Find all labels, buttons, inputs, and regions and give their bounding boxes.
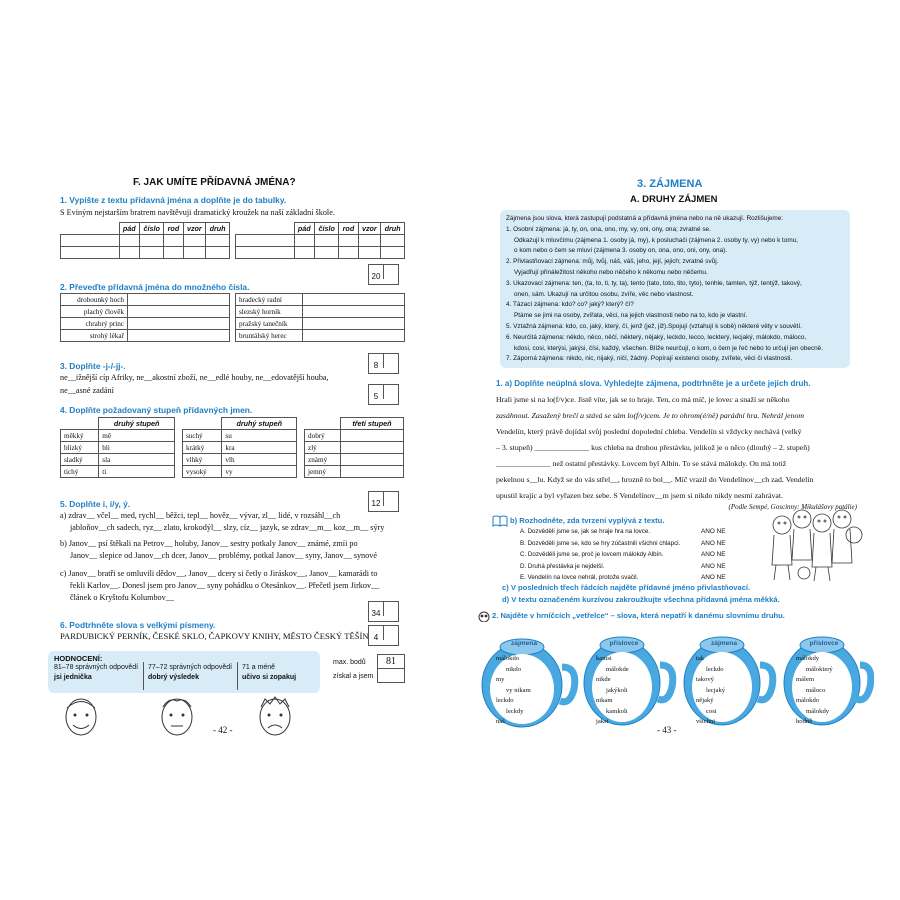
- pot-word[interactable]: náš: [496, 718, 505, 725]
- got-label: získal a jsem: [333, 673, 374, 680]
- q5-a1: a) zdrav__ včel__ med, rychl__ běžci, tepl__ hověz__ vývar, zl__ lidé, v rozsáhl__ch: [60, 511, 341, 520]
- q1-label: 1. Vypište z textu přídavná jména a doplňte je do tabulky.: [60, 195, 287, 205]
- text-line: pekelnou s__lu. Když se do vás střel__, hrozně to bol__. Míč vrazil do Vendelínov__ch zad. Vendelín: [496, 475, 814, 484]
- cell: bruntálský herec: [236, 330, 303, 342]
- q5-c2: řekli Karlov__. Donesl jsem pro Janov__ syny pohádku o Otesánkov__. Přečetl jsem Jirkov__: [70, 581, 380, 590]
- q2-table-right: [235, 293, 405, 342]
- book-icon: [492, 515, 508, 527]
- ano-ne[interactable]: ANO NE: [701, 551, 726, 558]
- box-line: 3. Ukazovací zájmena: ten, (ta, to, ti, ty, ta), tento (tato, toto, tito, tyto), tenhle, tamten, týž, tentýž, takový,: [506, 279, 802, 287]
- page-number: - 42 -: [213, 725, 233, 735]
- q5-b2: Janov__ slepice od Janov__ch dcer, Janov__ problémy, potkal Janov__ syny, Janov__ synové: [70, 551, 377, 560]
- box-line: 7. Záporná zájmena: nikdo, nic, nijaký, ničí, žádný. Popírají existenci osoby, zvířete, věci či vlastnosti.: [506, 355, 793, 363]
- cell: chrabrý princ: [61, 318, 128, 330]
- text-line: Hrali jsme si na lo(f/v)ce. Jistě víte, jak se to hraje. Ten, co má míč, je lovec a snaží se někoho: [496, 395, 790, 404]
- q5-c3: článek o Kryštofu Kolumbov__: [70, 593, 174, 602]
- box-line: 6. Neurčitá zájmena: někdo, něco, něčí, některý, nějaký, leckdo, lecco, leckterý, lecjaký, málokdo, máloco,: [506, 333, 807, 341]
- pot-word[interactable]: leckdo: [496, 697, 514, 704]
- th: vzor: [358, 223, 381, 235]
- left-page: [45, 165, 455, 745]
- score-value: 5: [373, 392, 379, 401]
- statement: A. Dozvěděli jsme se, jak se hraje hra na lovce.: [520, 528, 650, 535]
- box-line: 1. Osobní zájmena: já, ty, on, ona, ono, my, vy, oni, ony, ona; zvratné se.: [506, 225, 711, 233]
- right-page: [472, 165, 877, 745]
- evaluation-box: [48, 651, 320, 693]
- cell: vy: [222, 466, 297, 478]
- cell: pražský tanečník: [236, 318, 303, 330]
- cell: kra: [222, 442, 297, 454]
- eval-range-2: 77–72 správných odpovědí: [148, 664, 233, 671]
- pot-word[interactable]: hodně: [796, 718, 813, 725]
- chapter-title: 3. ZÁJMENA: [637, 178, 703, 190]
- statement: D. Druhá přestávka je nejdelší.: [520, 562, 605, 570]
- text-line: – 3. stupeň) ______________ kus chleba na druhou přestávku, jelikož je o něco (dlouhý – 2. stupeň): [496, 443, 810, 452]
- cell: slezský horník: [236, 306, 303, 318]
- q2-label: 2. Převeďte přídavná jména do množného čísla.: [60, 282, 250, 292]
- ano-ne[interactable]: ANO NE: [701, 539, 726, 547]
- eval-grade-2: dobrý výsledek: [148, 674, 199, 681]
- text-line: upustil krajíc a byl vyřazen bez sebe. S Vendelínov__m jsem si nikdo nikdy nesmí zahrávat.: [496, 491, 783, 500]
- box-line: Ptáme se jimi na osoby, zvířata, věci, na jejich vlastnosti nebo na to, kdo je vlastní.: [514, 312, 748, 320]
- q6-label: 6. Podtrhněte slova s velkými písmeny.: [60, 620, 216, 630]
- pot-word[interactable]: málokdy: [796, 655, 820, 662]
- page-title: F. JAK UMÍTE PŘÍDAVNÁ JMÉNA?: [133, 177, 296, 188]
- pot-word[interactable]: kamkoli: [606, 707, 628, 715]
- statement: B. Dozvěděli jsme se, kdo se hry zúčastnili všichni chlapci.: [520, 539, 681, 547]
- page-number: - 43 -: [657, 725, 677, 735]
- pot-word[interactable]: my: [496, 676, 505, 683]
- th: pád: [294, 223, 315, 235]
- eval-grade-1: jsi jednička: [54, 674, 92, 681]
- q1-score: [368, 264, 399, 285]
- score-value: 12: [371, 499, 381, 508]
- th: vzor: [183, 223, 206, 235]
- q5-b1: b) Janov__ psí štěkali na Petrov__ holuby, Janov__ sestry potkaly Janov__ známé, zmíi po: [60, 539, 358, 548]
- cell: tichý: [61, 466, 99, 478]
- q1-table-left: [60, 222, 230, 259]
- pot-label: zájmena: [510, 640, 538, 647]
- pots-row: [474, 627, 874, 737]
- cell: krátký: [183, 442, 222, 454]
- box-line: 5. Vztažná zájmena: kdo, co, jaký, který, čí, jenž (jež, již).Spojují (vztahují k sobě) některé věty v souvětí.: [506, 322, 802, 330]
- qb-label: b) Rozhodněte, zda tvrzení vyplývá z textu.: [510, 516, 665, 525]
- th: číslo: [315, 223, 339, 235]
- box-line: kdosi, cosi, kterýsi, jakýsi, čísi, každý, všechen. Blíže neurčují, o kom, o čem je řeč nebo to určují jen obecně.: [514, 344, 824, 352]
- cell: jemný: [305, 466, 341, 478]
- ano-ne[interactable]: ANO NE: [701, 574, 726, 581]
- pot-word[interactable]: jaksi: [596, 718, 609, 725]
- box-line: 4. Tázací zájmena: kdo? co? jaký? který? čí?: [506, 301, 634, 309]
- pot-word[interactable]: nějaký: [696, 697, 714, 704]
- pot-word[interactable]: lecjaký: [706, 686, 726, 694]
- q2-table-left: [60, 293, 230, 342]
- definition-box: [500, 210, 850, 368]
- th: druhý stupeň: [222, 418, 297, 430]
- cell: mě: [99, 430, 175, 442]
- pot-word[interactable]: vy nikam: [506, 686, 531, 694]
- got-value-box[interactable]: [377, 668, 405, 683]
- pot-word[interactable]: takový: [696, 676, 714, 683]
- owl-icon: [477, 610, 491, 622]
- cell: hradecký radní: [236, 294, 303, 306]
- pot-word[interactable]: cosi: [706, 707, 717, 715]
- q1-sentence: S Eviným nejstarším bratrem navštěvuji dramatický kroužek na naší základní škole.: [60, 208, 335, 217]
- section-title: A. DRUHY ZÁJMEN: [630, 194, 718, 205]
- cell: vysoký: [183, 466, 222, 478]
- text-line: ______________ než ostatní přestávky. Lovcem byl Albín. To se stává málokdy. On má totiž: [496, 459, 787, 468]
- qc-label: c) V posledních třech řádcích najděte přídavné jméno přivlastňovací.: [502, 583, 751, 592]
- text-line: zasáhnout. Zasažený brečí a stává se sám lo(f/v)cem. Je to ohrom(é/ně) parádní hra. Nehrál jenom: [496, 411, 805, 420]
- pot-label: příslovce: [809, 640, 839, 647]
- score-value: 8: [373, 361, 379, 370]
- cell: bli: [99, 442, 175, 454]
- max-label: max. bodů: [333, 659, 366, 666]
- th: pád: [119, 223, 140, 235]
- cell: blízký: [61, 442, 99, 454]
- cell: strohý lékař: [61, 330, 128, 342]
- cell: suchý: [183, 430, 222, 442]
- th: třetí stupeň: [340, 418, 403, 430]
- children-illustration: [764, 505, 864, 585]
- pot-word[interactable]: máloco: [806, 686, 826, 694]
- q5-label: 5. Doplňte i, í/y, ý.: [60, 499, 131, 509]
- cell: dobrý: [305, 430, 341, 442]
- th: rod: [164, 223, 183, 235]
- box-line: Vyjadřují přináležitost někoho nebo něčeho k někomu nebo něčemu.: [514, 268, 708, 276]
- q4-score: [368, 491, 399, 512]
- pot-word[interactable]: málokdo: [496, 655, 520, 662]
- pot-word[interactable]: tak: [696, 655, 705, 662]
- text-source: (Podle Sempé, Goscinny: Mikulášovy patálie): [728, 503, 857, 511]
- pot-word[interactable]: málokdo: [796, 697, 820, 704]
- q4-table-3: [304, 417, 404, 478]
- statement: C. Dozvěděli jsme se, proč je lovcem málokdy Albín.: [520, 551, 664, 558]
- box-line: Zájmena jsou slova, která zastupují podstatná a přídavná jména nebo na ně ukazují. Rozlišujeme:: [506, 215, 784, 222]
- eval-grade-3: učivo si zopakuj: [242, 674, 297, 681]
- pot-word[interactable]: všichni: [696, 718, 716, 725]
- eval-range-3: 71 a méně: [242, 664, 276, 671]
- pot-word[interactable]: nikde: [596, 676, 611, 683]
- q3-line2: ne__asné zadání: [60, 386, 114, 395]
- box-line: onen, sám. Ukazují na určitou osobu, zvíře, věc nebo vlastnost.: [514, 290, 694, 298]
- q6-text: PARDUBICKÝ PERNÍK, ČESKÉ SKLO, ČAPKOVY KNIHY, MĚSTO ČESKÝ TĚŠÍN: [60, 631, 369, 641]
- pot-word[interactable]: málokdy: [806, 707, 830, 715]
- cell: zlý: [305, 442, 341, 454]
- pot-label: příslovce: [609, 640, 639, 647]
- score-value: 20: [371, 272, 381, 281]
- q2-label: 2. Najděte v hrníčcích „vetřelce“ – slova, která nepatří k danému slovnímu druhu.: [492, 611, 785, 620]
- cell: ti: [99, 466, 175, 478]
- ano-ne[interactable]: ANO NE: [701, 562, 726, 570]
- pot-word[interactable]: leckdy: [506, 707, 524, 715]
- max-value: 81: [377, 654, 405, 669]
- q4-table-1: [60, 417, 175, 478]
- cell: drobounký hoch: [61, 294, 128, 306]
- eval-range-1: 81–78 správných odpovědí: [54, 664, 139, 671]
- q5-c1: c) Janov__ bratři se omluvili dědov__, Janov__ dcery si četly o Jiráskov__, Janov__ kamarádi to: [60, 569, 378, 578]
- box-line: 2. Přivlastňovací zájmena: můj, tvůj, náš, váš, jeho, její, jejich; zvratné svůj.: [506, 258, 719, 266]
- r-q1-label: 1. a) Doplňte neúplná slova. Vyhledejte zájmena, podtrhněte je a určete jejich druh.: [496, 379, 811, 388]
- th: číslo: [140, 223, 164, 235]
- q5-score: [368, 601, 399, 622]
- cell: měkký: [61, 430, 99, 442]
- sad-face-icon: [253, 693, 297, 739]
- happy-face-icon: [59, 693, 103, 739]
- q5-a2: jabloňov__ch sadech, ryz__ zlato, krokodýl__ slzy, cíz__ jazyk, se zdrav__m__ koz__m__ sýry: [70, 523, 385, 532]
- q3-line1: ne__ižnější cíp Afriky, ne__akostní zboží, ne__edlé houby, ne__edovatější houba,: [60, 373, 329, 382]
- q3-label: 3. Doplňte -j-/-jj-.: [60, 361, 126, 371]
- text-line: Vendelín, který právě dojídal svůj poslední dopolední chleba. Vendelín si vždycky nechává (velký: [496, 427, 802, 436]
- pot-word[interactable]: málokterý: [806, 665, 833, 673]
- q4-table-2: [182, 417, 297, 478]
- th: rod: [339, 223, 358, 235]
- th: druh: [381, 223, 405, 235]
- qd-label: d) V textu označeném kurzívou zakroužkujte všechna přídavná jména měkká.: [502, 595, 780, 604]
- q4-label: 4. Doplňte požadovaný stupeň přídavných jmen.: [60, 405, 253, 415]
- neutral-face-icon: [155, 693, 199, 739]
- q1-table-right: [235, 222, 405, 259]
- cell: známý: [305, 454, 341, 466]
- q2-score: [368, 353, 399, 374]
- cell: su: [222, 430, 297, 442]
- score-value: 34: [371, 609, 381, 618]
- cell: plachý člověk: [61, 306, 128, 318]
- box-line: o kom nebo o čem se mluví (zájmena 3. osoby on, ona, ono, oni, ony, ona).: [514, 247, 728, 255]
- pot-word[interactable]: nikdo: [506, 665, 522, 673]
- cell: sladký: [61, 454, 99, 466]
- eval-title: HODNOCENÍ:: [54, 654, 103, 663]
- score-value: 4: [373, 633, 379, 642]
- pot-word[interactable]: jakýkoli: [606, 686, 628, 694]
- pot-word[interactable]: kamsi: [596, 655, 612, 662]
- th: druh: [206, 223, 230, 235]
- statement: E. Vendelín na lovce nehrál, protože svačil.: [520, 574, 639, 581]
- ano-ne[interactable]: ANO NE: [701, 528, 726, 535]
- cell: vlh: [222, 454, 297, 466]
- q3-score: [368, 384, 399, 405]
- cell: vlhký: [183, 454, 222, 466]
- q6-score: [368, 625, 399, 646]
- box-line: Odkazují k mluvčímu (zájmena 1. osoby já, my), k posluchači (zájmena 2. osoby ty, vy) nebo k tomu,: [514, 236, 799, 244]
- cell: sla: [99, 454, 175, 466]
- pot-word[interactable]: nikam: [596, 697, 613, 704]
- th: druhý stupeň: [99, 418, 175, 430]
- pot-label: zájmena: [710, 640, 738, 647]
- pot-word[interactable]: leckdo: [706, 665, 724, 673]
- pot-word[interactable]: málem: [796, 676, 814, 683]
- pot-word[interactable]: málokde: [606, 665, 629, 673]
